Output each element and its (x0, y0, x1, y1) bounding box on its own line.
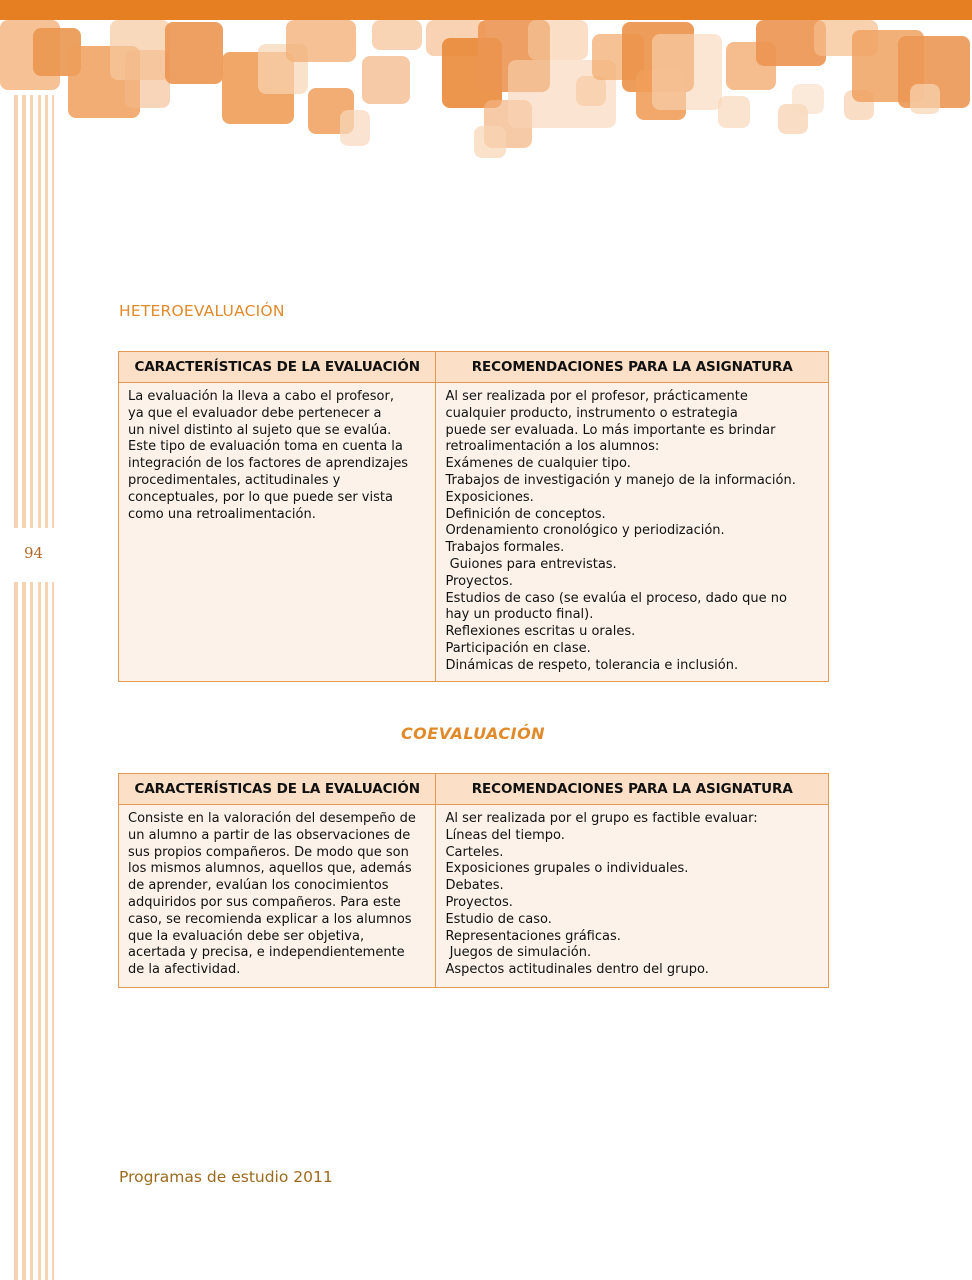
decorative-square (528, 20, 588, 60)
decorative-square (362, 56, 410, 104)
decorative-square (792, 84, 824, 114)
cell-text-line: caso, se recomienda explicar a los alumnos (128, 911, 412, 927)
column-header-recomendaciones: RECOMENDACIONES PARA LA ASIGNATURA (436, 774, 829, 805)
decorative-squares-banner (0, 0, 972, 170)
cell-text-line: adquiridos por sus compañeros. Para este (128, 894, 401, 910)
cell-text-line: sus propios compañeros. De modo que son (128, 844, 409, 860)
cell-text-line: hay un producto final). (445, 607, 594, 623)
footer-publication-title: Programas de estudio 2011 (119, 1168, 333, 1186)
cell-text-line: Exposiciones. (445, 489, 534, 505)
cell-text-line: Dinámicas de respeto, tolerancia e inclusión. (445, 657, 739, 673)
heteroevaluacion-table (118, 351, 829, 682)
cell-text-line: Definición de conceptos. (445, 506, 606, 522)
column-header-caracteristicas: CARACTERÍSTICAS DE LA EVALUACIÓN (119, 352, 436, 383)
cell-text-line: Reflexiones escritas u orales. (445, 624, 636, 640)
table-row (119, 805, 829, 988)
coevaluacion-table (118, 773, 829, 988)
cell-text-line: Carteles. (445, 844, 504, 860)
cell-text-line: integración de los factores de aprendizajes (128, 456, 409, 472)
cell-text-line: cualquier producto, instrumento o estrategia (445, 405, 738, 421)
cell-text-line: de aprender, evalúan los conocimientos (128, 878, 389, 894)
cell-text-line: La evaluación la lleva a cabo el profesor, (128, 389, 394, 404)
cell-text-line: ya que el evaluador debe pertenecer a (128, 405, 382, 421)
cell-text-line: Estudios de caso (se evalúa el proceso, dado que no (445, 590, 787, 606)
cell-text-line: Ordenamiento cronológico y periodización. (445, 523, 725, 539)
cell-text-line: Debates. (445, 878, 504, 894)
cell-text-line: Trabajos formales. (445, 540, 565, 556)
table-row (119, 383, 829, 682)
decorative-square (718, 96, 750, 128)
cell-text-line: procedimentales, actitudinales y (128, 472, 341, 488)
cell-text-line: Exposiciones grupales o individuales. (445, 861, 689, 877)
cell-text-line: Al ser realizada por el grupo es factible evaluar: (445, 811, 758, 826)
column-header-recomendaciones: RECOMENDACIONES PARA LA ASIGNATURA (436, 352, 829, 383)
decorative-square (576, 76, 606, 106)
cell-text-line: los mismos alumnos, aquellos que, además (128, 861, 412, 877)
cell-text-line: Líneas del tiempo. (445, 827, 565, 843)
decorative-square (474, 126, 506, 158)
cell-text-line: Trabajos de investigación y manejo de la información. (445, 472, 796, 488)
cell-text-line: Exámenes de cualquier tipo. (445, 456, 631, 472)
cell-text-line: Proyectos. (445, 573, 513, 589)
page-number: 94 (24, 544, 44, 562)
decorative-square (165, 22, 223, 84)
margin-stripes (0, 95, 60, 1280)
cell-text-line: Consiste en la valoración del desempeño de (128, 811, 416, 826)
decorative-square (125, 50, 170, 108)
coevaluacion-title: COEVALUACIÓN (400, 724, 546, 743)
cell-text-line: un nivel distinto al sujeto que se evalúa. (128, 422, 392, 438)
recommendations-cell (436, 805, 829, 988)
cell-text-line: Este tipo de evaluación toma en cuenta la (128, 439, 403, 455)
cell-text-line: acertada y precisa, e independientemente (128, 945, 405, 961)
decorative-square (286, 20, 356, 62)
recommendations-cell (436, 383, 829, 682)
cell-text-line: que la evaluación debe ser objetiva, (128, 928, 365, 944)
decorative-square (652, 34, 722, 110)
cell-text-line: Al ser realizada por el profesor, prácticamente (445, 389, 748, 404)
decorative-square (372, 20, 422, 50)
cell-text-line: retroalimentación a los alumnos: (445, 439, 660, 455)
cell-text-line: puede ser evaluada. Lo más importante es brindar (445, 422, 776, 438)
cell-text-line: de la afectividad. (128, 962, 241, 978)
cell-text-line: Estudio de caso. (445, 911, 552, 927)
decorative-square (340, 110, 370, 146)
heteroevaluacion-title: HETEROEVALUACIÓN (119, 302, 285, 320)
cell-text-line: como una retroalimentación. (128, 506, 316, 522)
cell-text-line: Representaciones gráficas. (445, 928, 621, 944)
characteristics-cell (119, 383, 436, 682)
cell-text-line: Aspectos actitudinales dentro del grupo. (445, 962, 709, 978)
cell-text-line: un alumno a partir de las observaciones de (128, 827, 411, 843)
cell-text-line: Proyectos. (445, 894, 513, 910)
characteristics-cell (119, 805, 436, 988)
cell-text-line: conceptuales, por lo que puede ser vista (128, 489, 393, 505)
cell-text-line: Juegos de simulación. (445, 945, 592, 961)
cell-text-line: Participación en clase. (445, 640, 591, 656)
decorative-square (910, 84, 940, 114)
column-header-caracteristicas: CARACTERÍSTICAS DE LA EVALUACIÓN (119, 774, 436, 805)
cell-text-line: Guiones para entrevistas. (445, 556, 617, 572)
